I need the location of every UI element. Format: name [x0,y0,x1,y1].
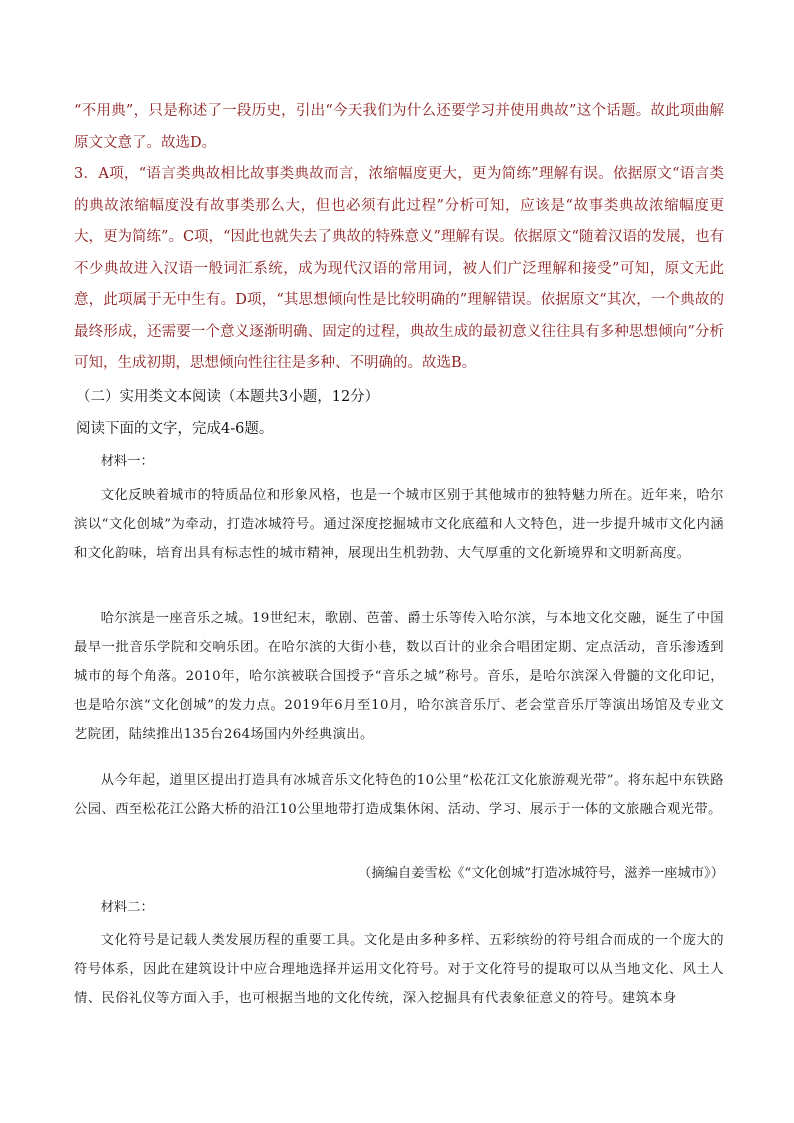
material-2-paragraph-1: 文化符号是记载人类发展历程的重要工具。文化是由多种多样、五彩缤纷的符号组合而成的一个庞大的符号体系，因此在建筑设计中应合理地选择并运用文化符号。对于文化符号的提取可以从当地文化、风土人情、民俗礼仪等方面入手，也可根据当地的文化传统，深入挖掘具有代表象征意义的符号。建筑本身 [74,933,724,1006]
material-1-paragraph-1: 文化反映着城市的特质品位和形象风格，也是一个城市区别于其他城市的独特魅力所在。近年来，哈尔滨以“文化创城”为牵动，打造冰城符号。通过深度挖掘城市文化底蕴和人文特色，进一步提升城市文化内涵和文化韵味，培育出具有标志性的城市精神，展现出生机勃勃、大气厚重的文化新境界和文明新高度。 [74,488,724,561]
material-1-source: （摘编自姜雪松《“文化创城”打造冰城符号，滋养一座城市》） [358,866,724,881]
section-instruction: 阅读下面的文字，完成4-6题。 [76,421,274,437]
material-1-paragraph-3: 从今年起，道里区提出打造具有冰城音乐文化特色的10公里“松花江文化旅游观光带”。将东起中东铁路公园、西至松花江公路大桥的沿江10公里地带打造成集休闲、活动、学习、展示于一体的文旅融合观光带。 [74,773,724,817]
section-title: （二）实用类文本阅读（本题共3小题，12分） [76,389,380,405]
material-1-paragraph-2: 哈尔滨是一座音乐之城。19世纪末，歌剧、芭蕾、爵士乐等传入哈尔滨，与本地文化交融，诞生了中国最早一批音乐学院和交响乐团。在哈尔滨的大街小巷，数以百计的业余合唱团定期、定点活动，音乐渗透到城市的每个角落。2010年，哈尔滨被联合国授予“音乐之城”称号。音乐，是哈尔滨深入骨髓的文化印记，也是哈尔滨“文化创城”的发力点。2019年6月至10月，哈尔滨音乐厅、老会堂音乐厅等演出场馆及专业文艺院团，陆续推出135台264场国内外经典演出。 [74,611,724,742]
answer-paragraph-1: “不用典”，只是称述了一段历史，引出“今天我们为什么还要学习并使用典故”这个话题。故此项曲解原文文意了。故选D。 [74,103,724,151]
answer-paragraph-2: 3．A项，“语言类典故相比故事类典故而言，浓缩幅度更大，更为简练”理解有误。依据原文“语言类的典故浓缩幅度没有故事类那么大，但也必须有此过程”分析可知，应该是“故事类典故浓缩幅度更大，更为简练”。C项，“因此也就失去了典故的特殊意义”理解有误。依据原文“随着汉语的发展，也有不少典故进入汉语一般词汇系统，成为现代汉语的常用词，被人们广泛理解和接受”可知，原文无此意，此项属于无中生有。D项，“其思想倾向性是比较明确的”理解错误。依据原文“其次，一个典故的最终形成，还需要一个意义逐渐明确、固定的过程，典故生成的最初意义往往具有多种思想倾向”分析可知，生成初期，思想倾向性往往是多种、不明确的。故选B。 [74,166,724,371]
material-1-label: 材料一： [100,454,154,469]
material-2-label: 材料二： [100,900,154,915]
